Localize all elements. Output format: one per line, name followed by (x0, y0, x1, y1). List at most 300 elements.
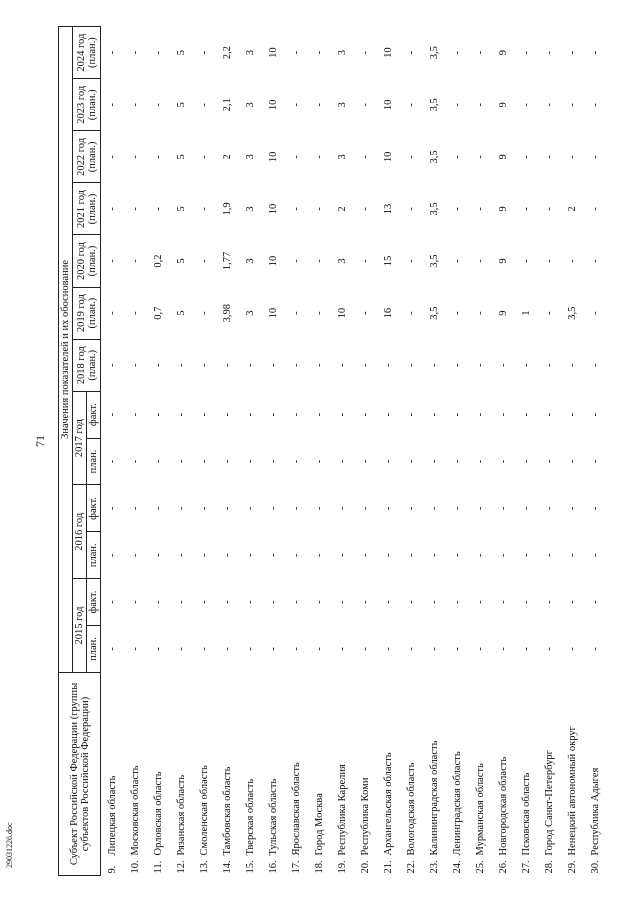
value-cell: - (337, 506, 348, 511)
value-cell: - (544, 412, 555, 417)
value-cell: - (475, 155, 486, 159)
value-cell: - (475, 506, 486, 511)
value-cell: - (314, 207, 325, 211)
value-cell: - (291, 412, 302, 417)
value-cell: - (360, 155, 371, 159)
value-cell: - (314, 412, 325, 417)
value-cell: - (452, 311, 463, 315)
value-cell: 5 (176, 310, 187, 316)
row-number: 25. (475, 860, 486, 874)
value-cell: - (590, 506, 601, 511)
value-cell: - (153, 553, 164, 557)
value-cell: - (107, 553, 118, 557)
value-cell: - (176, 553, 187, 557)
value-cell: - (199, 103, 210, 107)
subject-cell (101, 672, 125, 875)
value-cell: - (544, 50, 555, 55)
value-cell: 3 (245, 258, 256, 264)
value-cell: 1 (521, 310, 532, 316)
value-cell: - (130, 155, 141, 159)
subject-name: Ленинградская область (452, 751, 463, 856)
subject-name: Псковская область (521, 772, 532, 856)
year-header-2017: 2017 год (73, 391, 87, 485)
value-cell: - (406, 459, 417, 464)
value-cell: - (429, 412, 440, 417)
value-cell: - (521, 363, 532, 367)
value-cell: - (222, 459, 233, 464)
subject-name: Тульская область (268, 778, 279, 856)
value-cell: - (360, 311, 371, 315)
table-row (331, 27, 354, 876)
value-cell: - (360, 600, 371, 604)
value-cell: 3 (245, 50, 256, 56)
value-cell: - (544, 600, 555, 604)
value-cell: - (590, 459, 601, 464)
value-cell: - (337, 412, 348, 417)
value-cell: - (475, 50, 486, 55)
value-cell: - (222, 506, 233, 511)
subject-cell (354, 672, 377, 875)
value-cell: 3,5 (429, 254, 440, 268)
value-cell: - (567, 412, 578, 417)
value-cell: 10 (268, 99, 279, 111)
row-number: 13. (199, 860, 210, 874)
year-header-2021: 2021 год (план.) (73, 183, 101, 235)
value-cell: - (521, 647, 532, 651)
value-cell: - (314, 155, 325, 159)
subject-cell (262, 672, 285, 875)
value-cell: - (360, 207, 371, 211)
value-cell: - (314, 553, 325, 557)
subject-cell (239, 672, 262, 875)
value-cell: 10 (268, 47, 279, 58)
value-cell: - (383, 459, 394, 464)
value-cell: - (406, 311, 417, 315)
value-cell: - (291, 103, 302, 107)
value-cell: - (268, 363, 279, 367)
value-cell: - (406, 412, 417, 417)
value-cell: - (337, 553, 348, 557)
value-cell: - (291, 506, 302, 511)
value-cell: - (452, 647, 463, 651)
value-cell: - (199, 647, 210, 651)
subject-cell (216, 672, 239, 875)
row-number: 10. (130, 860, 141, 874)
table-row (354, 27, 377, 876)
table-row (262, 27, 285, 876)
value-cell: - (222, 363, 233, 367)
subject-name: Город Санкт-Петербург (544, 750, 555, 856)
subject-cell (308, 672, 331, 875)
value-cell: 5 (176, 258, 187, 264)
value-cell: 3 (337, 258, 348, 264)
value-cell: - (544, 207, 555, 211)
value-cell: - (291, 207, 302, 211)
value-cell: - (130, 647, 141, 651)
value-cell: 3,5 (567, 306, 578, 320)
value-cell: - (107, 311, 118, 315)
value-cell: - (199, 600, 210, 604)
value-cell: 5 (176, 102, 187, 108)
value-cell: - (544, 363, 555, 367)
subject-name: Республика Коми (360, 777, 371, 856)
value-cell: - (360, 459, 371, 464)
subject-name: Город Москва (314, 793, 325, 856)
value-cell: 2 (337, 206, 348, 212)
values-group-header: Значения показателей и их обоснование (59, 27, 73, 673)
year-header-2019: 2019 год (план.) (73, 287, 101, 339)
table-row (377, 27, 400, 876)
value-cell: 3,5 (429, 46, 440, 60)
subject-cell (446, 672, 469, 875)
value-cell: - (429, 647, 440, 651)
value-cell: 10 (268, 203, 279, 215)
table-row (170, 27, 193, 876)
value-cell: - (521, 259, 532, 263)
value-cell: 3 (337, 102, 348, 108)
value-cell: 10 (268, 307, 279, 319)
value-cell: - (245, 412, 256, 417)
value-cell: - (567, 363, 578, 367)
value-cell: - (475, 363, 486, 367)
value-cell: - (268, 553, 279, 557)
value-cell: 9 (498, 154, 509, 160)
value-cell: 10 (383, 151, 394, 163)
value-cell: - (314, 600, 325, 604)
value-cell: - (498, 363, 509, 367)
table-row (423, 27, 446, 876)
value-cell: - (153, 412, 164, 417)
value-cell: - (245, 363, 256, 367)
value-cell: - (567, 155, 578, 159)
value-cell: - (291, 647, 302, 651)
subject-cell (285, 672, 308, 875)
value-cell: 10 (383, 47, 394, 58)
value-cell: 2,1 (222, 98, 233, 112)
value-cell: 0,7 (153, 306, 164, 320)
row-number: 27. (521, 860, 532, 874)
value-cell: - (360, 412, 371, 417)
value-cell: 9 (498, 310, 509, 316)
year-header-2023: 2023 год (план.) (73, 79, 101, 131)
value-cell: - (268, 600, 279, 604)
value-cell: 3,98 (222, 303, 233, 323)
value-cell: - (130, 363, 141, 367)
value-cell: - (521, 207, 532, 211)
value-cell: - (107, 412, 118, 417)
value-cell: - (475, 600, 486, 604)
value-cell: - (590, 363, 601, 367)
subject-name: Вологодская область (406, 762, 417, 856)
subject-name: Новгородская область (498, 756, 509, 856)
value-cell: 5 (176, 206, 187, 212)
value-cell: - (406, 363, 417, 367)
value-cell: - (245, 600, 256, 604)
table-row (216, 27, 239, 876)
value-cell: - (521, 50, 532, 55)
value-cell: 2 (567, 206, 578, 212)
row-number: 19. (337, 860, 348, 874)
value-cell: - (245, 459, 256, 464)
subheader-2015-fact: факт. (87, 579, 101, 626)
value-cell: 3 (245, 310, 256, 316)
value-cell: - (590, 103, 601, 107)
value-cell: - (567, 103, 578, 107)
value-cell: - (360, 647, 371, 651)
value-cell: - (590, 412, 601, 417)
year-header-2020: 2020 год (план.) (73, 235, 101, 287)
value-cell: - (429, 363, 440, 367)
subject-name: Тверская область (245, 778, 256, 856)
value-cell: - (130, 506, 141, 511)
value-cell: - (130, 412, 141, 417)
value-cell: - (199, 459, 210, 464)
value-cell: 10 (268, 151, 279, 163)
value-cell: 3,5 (429, 150, 440, 164)
value-cell: - (544, 647, 555, 651)
value-cell: - (314, 506, 325, 511)
value-cell: - (176, 600, 187, 604)
value-cell: - (245, 553, 256, 557)
value-cell: - (567, 259, 578, 263)
value-cell: - (498, 647, 509, 651)
value-cell: - (383, 647, 394, 651)
value-cell: - (452, 155, 463, 159)
row-number: 17. (291, 860, 302, 874)
value-cell: - (544, 553, 555, 557)
subject-name: Ярославская область (291, 762, 302, 856)
value-cell: - (452, 103, 463, 107)
year-header-2015: 2015 год (73, 579, 87, 673)
value-cell: - (107, 103, 118, 107)
subject-cell (193, 672, 216, 875)
table-row (124, 27, 147, 876)
value-cell: - (268, 459, 279, 464)
value-cell: - (521, 103, 532, 107)
value-cell: - (153, 363, 164, 367)
value-cell: - (199, 506, 210, 511)
table-row (147, 27, 170, 876)
value-cell: 5 (176, 50, 187, 56)
row-number: 21. (383, 860, 394, 874)
value-cell: 1,77 (222, 251, 233, 271)
subject-cell (538, 672, 561, 875)
value-cell: - (521, 155, 532, 159)
row-number: 30. (590, 860, 601, 874)
value-cell: - (590, 207, 601, 211)
row-number: 24. (452, 860, 463, 874)
value-cell: - (475, 647, 486, 651)
value-cell: - (107, 600, 118, 604)
value-cell: 5 (176, 154, 187, 160)
value-cell: - (567, 506, 578, 511)
value-cell: - (199, 155, 210, 159)
subject-name: Архангельская область (383, 752, 394, 856)
row-number: 26. (498, 860, 509, 874)
value-cell: - (590, 311, 601, 315)
value-cell: - (567, 647, 578, 651)
value-cell: - (291, 155, 302, 159)
value-cell: - (590, 155, 601, 159)
value-cell: - (268, 412, 279, 417)
subject-name: Липецкая область (107, 775, 118, 856)
value-cell: - (544, 311, 555, 315)
subject-name: Московская область (130, 765, 141, 856)
value-cell: - (153, 506, 164, 511)
row-number: 14. (222, 860, 233, 874)
value-cell: - (130, 459, 141, 464)
value-cell: - (153, 647, 164, 651)
value-cell: - (199, 207, 210, 211)
table-row (193, 27, 216, 876)
value-cell: - (107, 259, 118, 263)
value-cell: 3,5 (429, 306, 440, 320)
value-cell: - (544, 155, 555, 159)
subject-name: Тамбовская область (222, 766, 233, 856)
table-row (561, 27, 584, 876)
value-cell: - (107, 459, 118, 464)
value-cell: - (429, 553, 440, 557)
value-cell: - (291, 50, 302, 55)
subject-name: Рязанская область (176, 774, 187, 856)
value-cell: - (475, 459, 486, 464)
table-header (59, 27, 101, 876)
value-cell: - (337, 647, 348, 651)
value-cell: - (498, 459, 509, 464)
row-number: 9. (107, 865, 118, 874)
value-cell: 3 (337, 154, 348, 160)
table-row (584, 27, 607, 876)
value-cell: - (429, 459, 440, 464)
value-cell: - (498, 600, 509, 604)
value-cell: - (314, 459, 325, 464)
value-cell: - (291, 459, 302, 464)
value-cell: - (176, 363, 187, 367)
value-cell: - (406, 207, 417, 211)
value-cell: - (153, 600, 164, 604)
table-body (101, 27, 608, 876)
value-cell: - (521, 506, 532, 511)
value-cell: - (314, 311, 325, 315)
row-number: 29. (567, 860, 578, 874)
value-cell: - (452, 412, 463, 417)
value-cell: - (544, 506, 555, 511)
value-cell: - (222, 553, 233, 557)
value-cell: 2 (222, 154, 233, 160)
value-cell: - (107, 647, 118, 651)
year-header-2022: 2022 год (план.) (73, 131, 101, 183)
subject-name: Смоленская область (199, 765, 210, 856)
value-cell: - (107, 155, 118, 159)
value-cell: - (291, 363, 302, 367)
value-cell: - (153, 103, 164, 107)
value-cell: - (452, 259, 463, 263)
value-cell: - (176, 459, 187, 464)
value-cell: - (130, 207, 141, 211)
row-number: 16. (268, 860, 279, 874)
value-cell: - (176, 647, 187, 651)
table-row (101, 27, 125, 876)
value-cell: - (314, 363, 325, 367)
value-cell: - (314, 103, 325, 107)
value-cell: - (176, 506, 187, 511)
indicator-values-table (58, 26, 607, 876)
value-cell: - (498, 412, 509, 417)
row-number: 22. (406, 860, 417, 874)
value-cell: - (567, 553, 578, 557)
subheader-2017-plan: план. (87, 438, 101, 485)
value-cell: - (199, 311, 210, 315)
value-cell: - (337, 600, 348, 604)
value-cell: - (199, 259, 210, 263)
value-cell: - (498, 506, 509, 511)
value-cell: - (452, 459, 463, 464)
value-cell: - (567, 459, 578, 464)
subheader-2015-plan: план. (87, 626, 101, 673)
value-cell: - (245, 647, 256, 651)
footer-doc-code: 29031226.doc (5, 822, 14, 868)
value-cell: - (544, 259, 555, 263)
value-cell: - (337, 363, 348, 367)
value-cell: - (360, 363, 371, 367)
value-cell: 13 (383, 203, 394, 215)
value-cell: - (245, 506, 256, 511)
value-cell: - (107, 207, 118, 211)
value-cell: - (567, 600, 578, 604)
subject-cell (331, 672, 354, 875)
value-cell: - (130, 600, 141, 604)
subject-name: Орловская область (153, 771, 164, 856)
value-cell: - (498, 553, 509, 557)
row-number: 20. (360, 860, 371, 874)
subject-name: Калининградская область (429, 740, 440, 856)
value-cell: 3 (337, 50, 348, 56)
value-cell: 10 (383, 99, 394, 111)
value-cell: - (337, 459, 348, 464)
value-cell: 3 (245, 206, 256, 212)
value-cell: - (452, 50, 463, 55)
row-number: 18. (314, 860, 325, 874)
value-cell: - (406, 506, 417, 511)
value-cell: 3,5 (429, 98, 440, 112)
value-cell: - (544, 459, 555, 464)
value-cell: - (360, 103, 371, 107)
year-header-2024: 2024 год (план.) (73, 27, 101, 79)
subject-cell (561, 672, 584, 875)
value-cell: - (314, 647, 325, 651)
value-cell: 0,2 (153, 254, 164, 268)
value-cell: - (222, 412, 233, 417)
value-cell: - (521, 459, 532, 464)
value-cell: - (475, 259, 486, 263)
subject-cell (515, 672, 538, 875)
subject-cell (124, 672, 147, 875)
value-cell: - (199, 412, 210, 417)
value-cell: - (521, 553, 532, 557)
table-row (400, 27, 423, 876)
table-row (308, 27, 331, 876)
page-number: 71 (33, 435, 47, 447)
row-number: 28. (544, 860, 555, 874)
table-row (446, 27, 469, 876)
value-cell: - (452, 207, 463, 211)
value-cell: - (268, 647, 279, 651)
table-row (492, 27, 515, 876)
value-cell: - (567, 50, 578, 55)
value-cell: - (475, 553, 486, 557)
value-cell: - (429, 506, 440, 511)
value-cell: - (406, 259, 417, 263)
